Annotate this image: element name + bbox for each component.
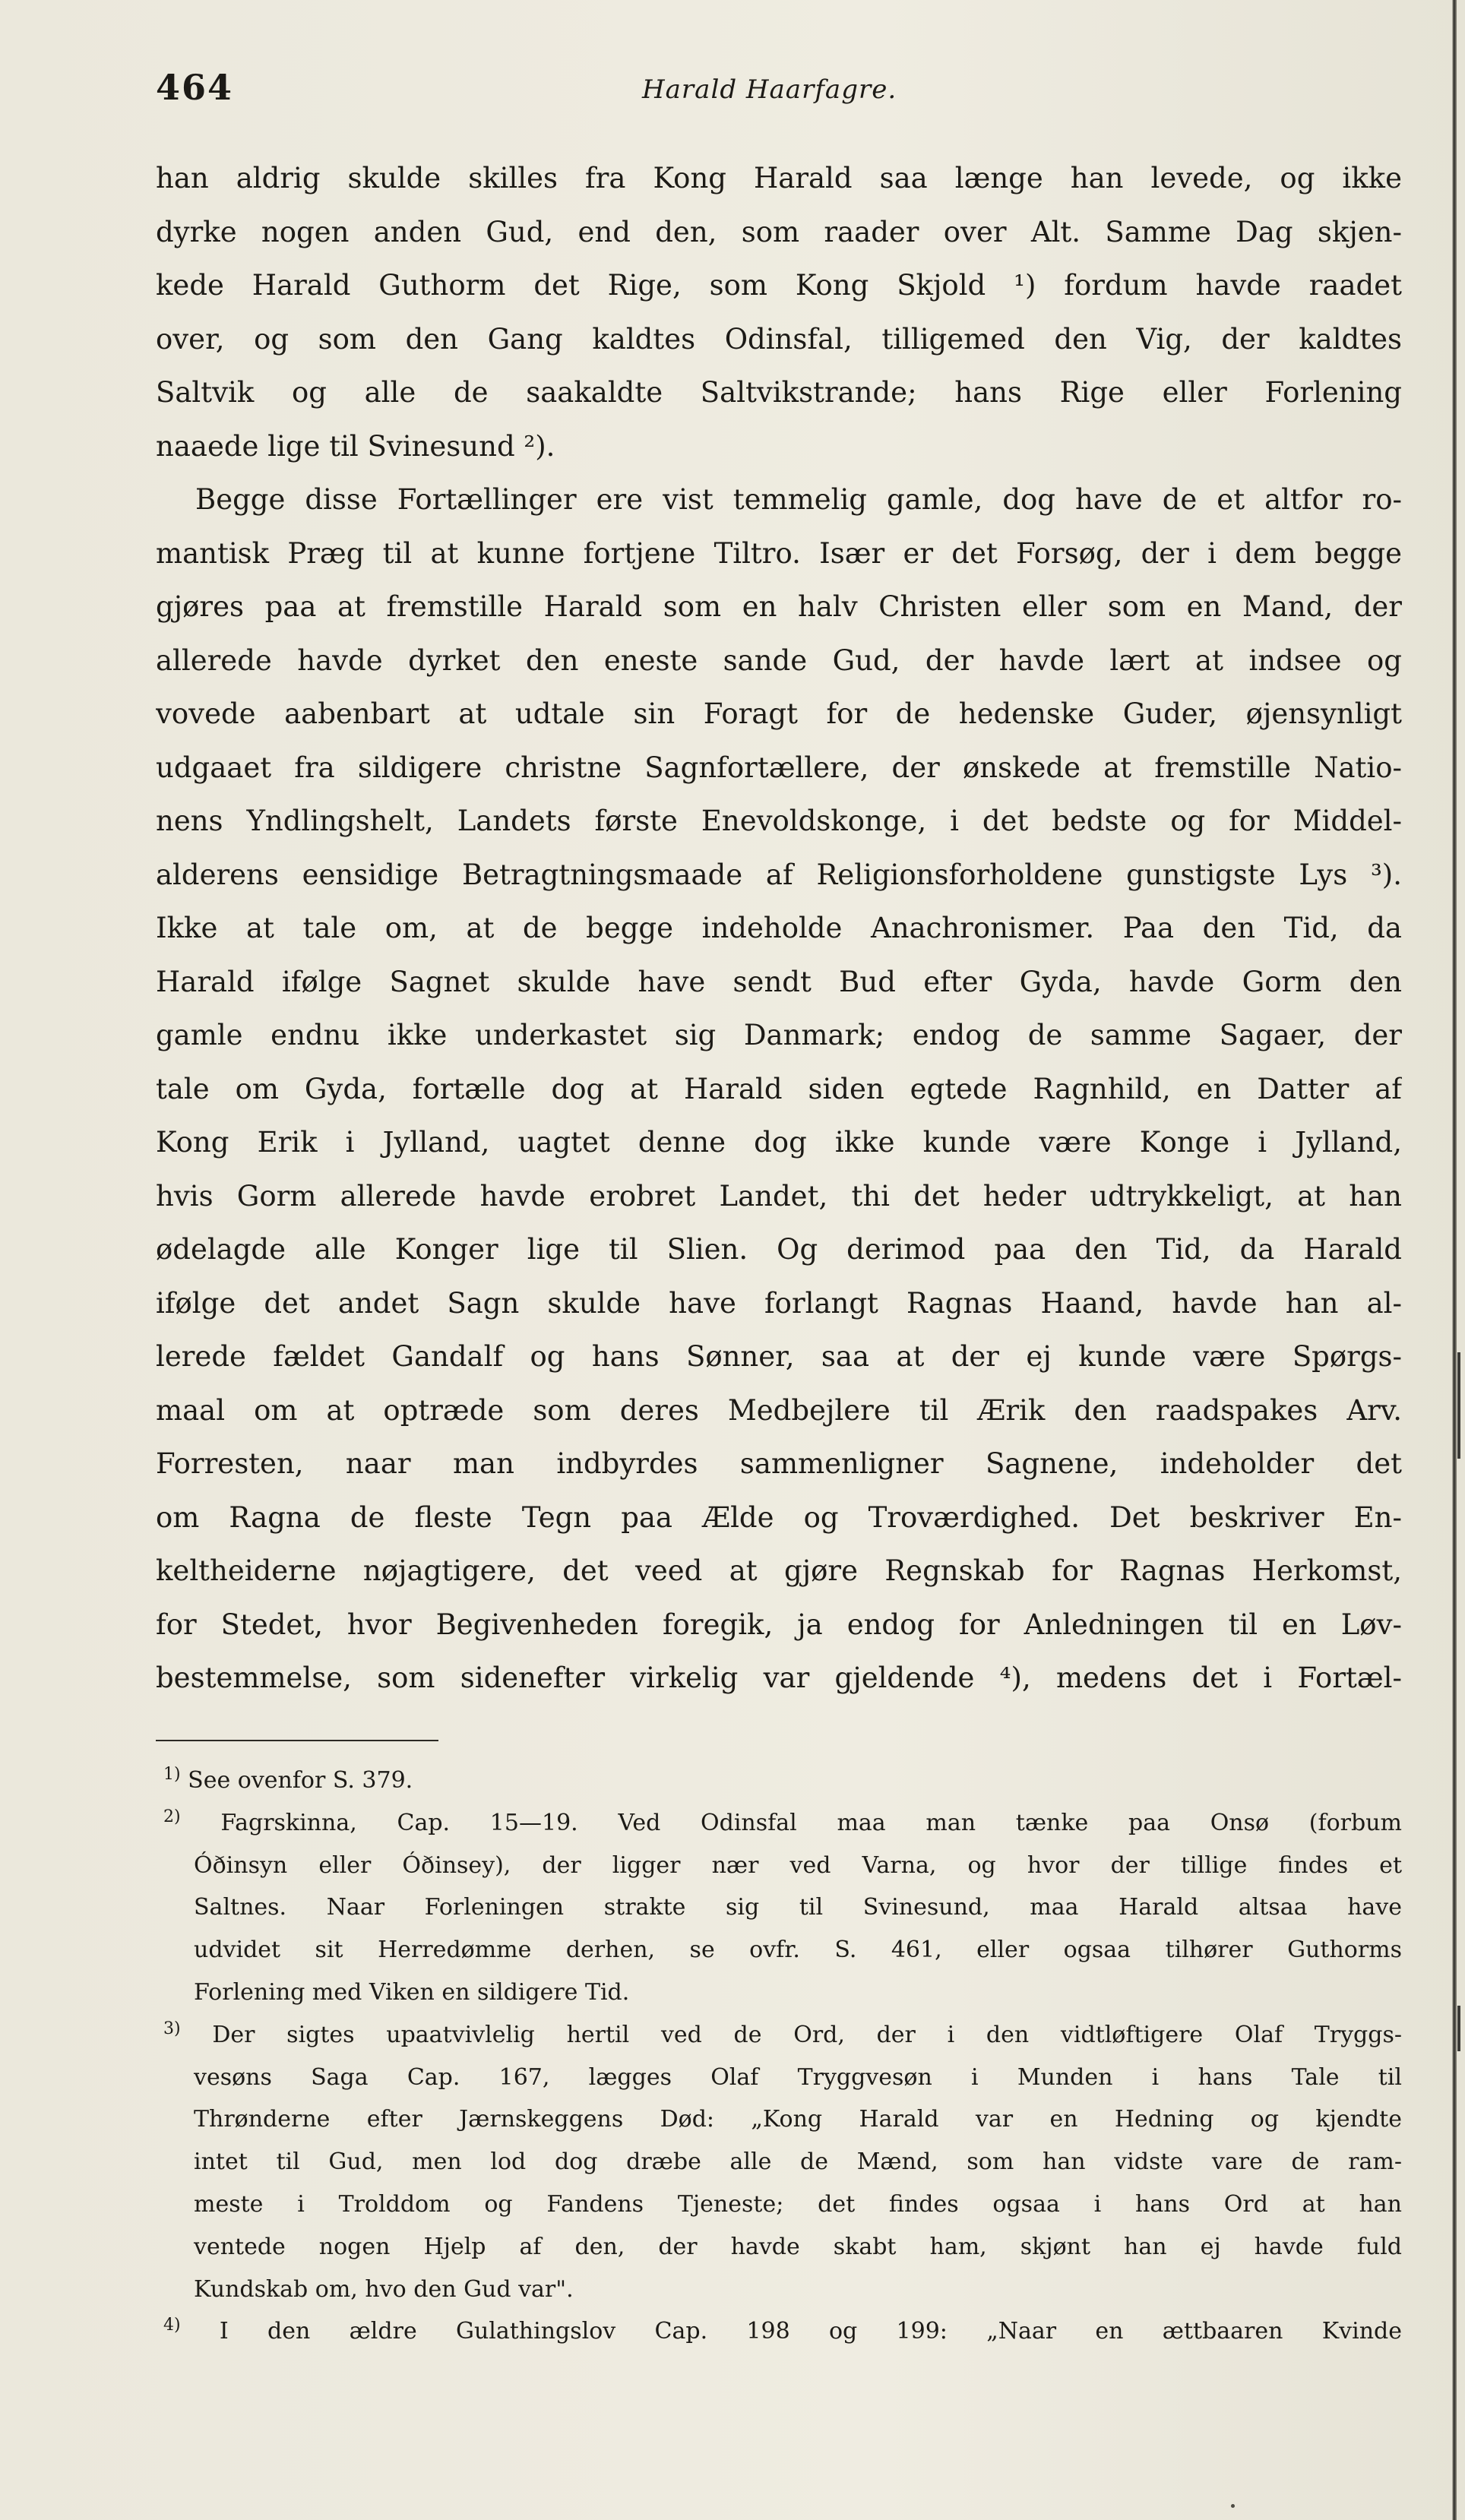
page-number: 464 [156, 67, 234, 108]
text-line: gjøres paa at fremstille Harald som en halv Christen eller som en Mand, der [156, 590, 1402, 623]
footnote-line: Kundskab om, hvo den Gud var". [194, 2275, 574, 2303]
text-line: hvis Gorm allerede havde erobret Landet, thi det heder udtrykkeligt, at han [156, 1179, 1402, 1213]
text-line: mantisk Præg til at kunne fortjene Tiltro. Især er det Forsøg, der i dem begge [156, 536, 1402, 570]
text-line: maal om at optræde som deres Medbejlere til Ærik den raadspakes Arv. [156, 1393, 1402, 1427]
text-line: Harald ifølge Sagnet skulde have sendt Bud efter Gyda, havde Gorm den [156, 965, 1402, 998]
main-text [156, 152, 1402, 1706]
footnote-text: I den ældre Gulathingslov Cap. 198 og 199: „Naar en ættbaaren Kvinde [219, 2318, 1402, 2345]
footnote-4 [156, 2310, 1402, 2353]
footnote-marker: 4) [163, 2316, 181, 2335]
text-line: alderens eensidige Betragtningsmaade af Religionsforholdene gunstigste Lys ³). [156, 858, 1402, 891]
text-line: om Ragna de fleste Tegn paa Ælde og Troværdighed. Det beskriver En- [156, 1500, 1402, 1534]
text-line: udgaaet fra sildigere christne Sagnfortællere, der ønskede at fremstille Natio- [156, 751, 1402, 784]
footnote-line: intet til Gud, men lod dog dræbe alle de Mænd, som han vidste vare de ram- [194, 2148, 1402, 2176]
text-line: naaede lige til Svinesund ²). [156, 429, 555, 463]
footnote-marker: 3) [163, 2019, 181, 2038]
footnote-3 [156, 2014, 1402, 2057]
footnote-line: vesøns Saga Cap. 167, lægges Olaf Tryggvesøn i Munden i hans Tale til [194, 2063, 1402, 2091]
page-speck [1231, 2504, 1235, 2508]
text-line: dyrke nogen anden Gud, end den, som raader over Alt. Samme Dag skjen- [156, 215, 1402, 248]
text-line: gamle endnu ikke underkastet sig Danmark; endog de samme Sagaer, der [156, 1019, 1402, 1051]
text-line: han aldrig skulde skilles fra Kong Harald saa længe han levede, og ikke [156, 162, 1402, 194]
text-line: Ikke at tale om, at de begge indeholde Anachronismer. Paa den Tid, da [156, 912, 1402, 944]
text-line: for Stedet, hvor Begivenheden foregik, ja endog for Anledningen til en Løv- [156, 1608, 1402, 1641]
text-line: Kong Erik i Jylland, uagtet denne dog ikke kunde være Konge i Jylland, [156, 1126, 1402, 1159]
text-line: vovede aabenbart at udtale sin Foragt for de hedenske Guder, øjensynligt [156, 697, 1402, 730]
footnote-text: See ovenfor S. 379. [188, 1767, 413, 1794]
footnote-line: Óðinsyn eller Óðinsey), der ligger nær ved Varna, og hvor der tillige findes et [194, 1851, 1402, 1879]
text-line: Begge disse Fortællinger ere vist temmelig gamle, dog have de et altfor ro- [195, 483, 1402, 516]
page-header [156, 67, 1394, 120]
running-title: Harald Haarfagre. [642, 74, 897, 105]
page-spine-edge [1452, 0, 1457, 2520]
footnote-text: Der sigtes upaatvivlelig hertil ved de Ord, der i den vidtløftigere Olaf Tryggs- [212, 2021, 1402, 2048]
footnote-line: ventede nogen Hjelp af den, der havde skabt ham, skjønt han ej havde fuld [194, 2233, 1402, 2260]
text-line: nens Yndlingshelt, Landets første Enevoldskonge, i det bedste og for Middel- [156, 805, 1402, 837]
footnote-marker: 2) [163, 1807, 181, 1826]
scan-edge-mark [1457, 1352, 1460, 1459]
text-line: Saltvik og alle de saakaldte Saltvikstrande; hans Rige eller Forlening [156, 376, 1402, 409]
text-line: kede Harald Guthorm det Rige, som Kong Skjold ¹) fordum havde raadet [156, 269, 1402, 302]
text-line: ødelagde alle Konger lige til Slien. Og derimod paa den Tid, da Harald [156, 1233, 1402, 1266]
text-line: lerede fældet Gandalf og hans Sønner, saa at der ej kunde være Spørgs- [156, 1340, 1402, 1373]
footnote-separator [156, 1740, 438, 1741]
footnote-2 [156, 1802, 1402, 1845]
scan-edge-mark [1457, 2006, 1460, 2051]
text-line: keltheiderne nøjagtigere, det veed at gjøre Regnskab for Ragnas Herkomst, [156, 1554, 1402, 1587]
text-line: Forresten, naar man indbyrdes sammenligner Sagnene, indeholder det [156, 1447, 1402, 1480]
text-line: allerede havde dyrket den eneste sande Gud, der havde lært at indsee og [156, 643, 1402, 677]
footnote-text: Fagrskinna, Cap. 15—19. Ved Odinsfal maa man tænke paa Onsø (forbum [220, 1809, 1402, 1836]
footnote-line: Thrønderne efter Jærnskeggens Død: „Kong Harald var en Hedning og kjendte [194, 2106, 1402, 2133]
footnote-line: meste i Trolddom og Fandens Tjeneste; det findes ogsaa i hans Ord at han [194, 2190, 1402, 2218]
text-line: ifølge det andet Sagn skulde have forlangt Ragnas Haand, havde han al- [156, 1286, 1402, 1320]
text-line: bestemmelse, som sidenefter virkelig var gjeldende ⁴), medens det i Fortæl- [156, 1662, 1402, 1694]
footnote-line: Forlening med Viken en sildigere Tid. [194, 1978, 630, 2006]
footnote-1 [156, 1760, 1402, 1802]
footnote-line: Saltnes. Naar Forleningen strakte sig til Svinesund, maa Harald altsaa have [194, 1894, 1402, 1921]
footnotes [156, 1760, 1402, 2353]
text-line: tale om Gyda, fortælle dog at Harald siden egtede Ragnhild, en Datter af [156, 1072, 1402, 1105]
footnote-line: udvidet sit Herredømme derhen, se ovfr. S. 461, eller ogsaa tilhører Guthorms [194, 1937, 1402, 1964]
text-line: over, og som den Gang kaldtes Odinsfal, tilligemed den Vig, der kaldtes [156, 322, 1402, 356]
footnote-marker: 1) [163, 1765, 181, 1784]
